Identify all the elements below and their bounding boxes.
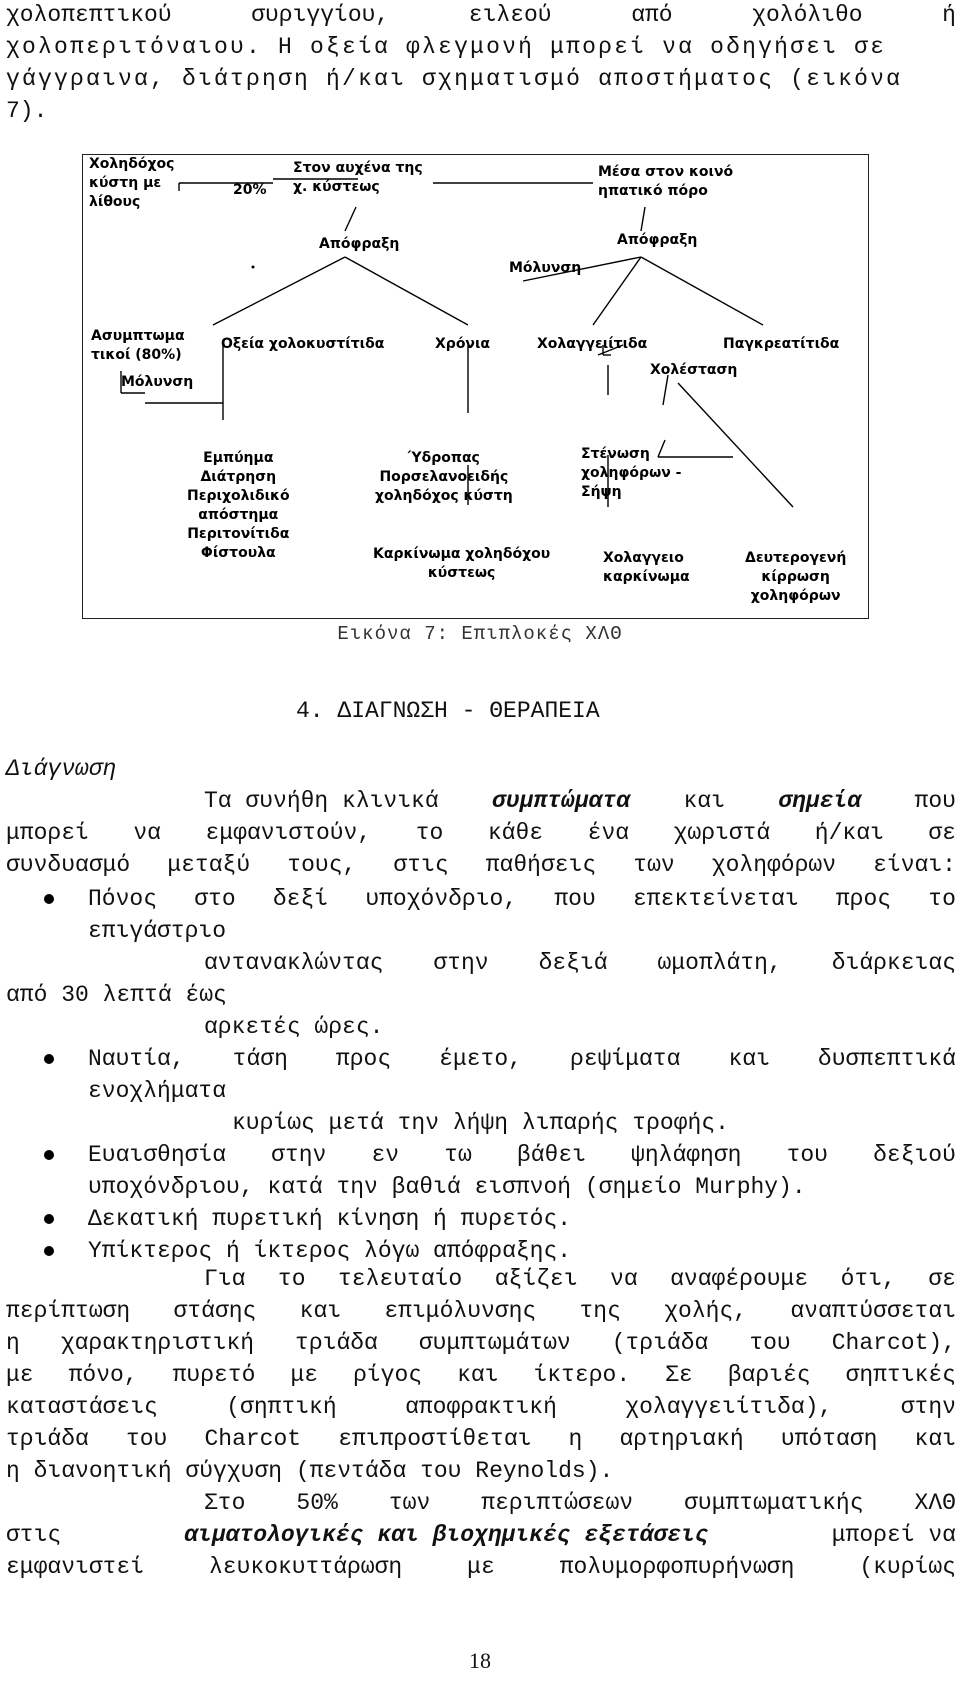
word: χαρακτηριστική (60, 1330, 255, 1356)
label-infection-left: Μόλυνση (121, 374, 194, 390)
label-obstruction-left: Απόφραξη (319, 236, 400, 252)
word: συμπτωματικής (684, 1490, 864, 1516)
para2-line-4 (6, 1360, 956, 1390)
word: βάθει (516, 1142, 586, 1168)
word: αρτηριακή (619, 1426, 744, 1452)
bullet5-text: Υπίκτερος ή ίκτερος λόγω απόφραξης. (88, 1238, 572, 1264)
word: αποφρακτική (405, 1394, 557, 1420)
word: και (299, 1298, 342, 1324)
word: με (467, 1554, 495, 1580)
word: του (125, 1426, 168, 1452)
word: είναι: (873, 852, 956, 878)
word: Charcot), (831, 1330, 956, 1356)
para1-line-2 (6, 818, 956, 848)
bullet4-text: Δεκατική πυρετική κίνηση ή πυρετός. (88, 1206, 572, 1232)
word: αναπτύσσεται (790, 1298, 956, 1324)
word: και (457, 1362, 499, 1388)
bullet2-line-3: κυρίως μετά την λήψη λιπαρής τροφής. (232, 1110, 729, 1136)
word: Ευαισθησία (88, 1142, 227, 1168)
para1-and: και (683, 788, 725, 814)
word: της (579, 1298, 621, 1324)
word: υποχόνδριο, (365, 886, 518, 912)
bullet1-line-4: από 30 λεπτά έως (6, 982, 227, 1008)
subheading-diagnosis: Διάγνωση (6, 756, 117, 782)
word: λευκοκυττάρωση (208, 1554, 403, 1580)
word: επεκτείνεται (633, 886, 799, 912)
word: έμετο, (439, 1046, 522, 1072)
word: χωριστά (673, 820, 771, 846)
word: ψηλάφηση (631, 1142, 742, 1168)
intro-line-1 (6, 0, 956, 30)
word: συριγγίου, (251, 2, 390, 28)
word: στο (194, 886, 236, 912)
word: τριάδα (295, 1330, 378, 1356)
label-acute: Οξεία χολοκυστίτιδα (221, 336, 385, 352)
word: εμφανιστούν, (205, 820, 372, 846)
label-pancreatitis: Παγκρεατίτιδα (723, 336, 840, 352)
word: στην (271, 1142, 327, 1168)
word: μπορεί (6, 820, 89, 846)
word: βαριές (727, 1362, 811, 1388)
word: στις (393, 852, 449, 878)
word: του (786, 1142, 828, 1168)
para2-line-3 (6, 1328, 956, 1358)
word: αντανακλώντας (204, 950, 384, 976)
label-gb-cancer: Καρκίνωμα χοληδόχου κύστεως (373, 546, 551, 581)
bullet-dot (44, 1246, 54, 1256)
word: στην (900, 1394, 956, 1420)
word: ΧΛΘ (914, 1490, 956, 1516)
word: εμφανιστεί (6, 1554, 145, 1580)
word: το (277, 1266, 306, 1292)
label-cholestasis: Χολέσταση (650, 362, 738, 378)
word: περιπτώσεων (481, 1490, 634, 1516)
word: Πόνος (88, 886, 158, 912)
word: ρίγος (353, 1362, 423, 1388)
word: δεξί (272, 886, 329, 912)
para2-line-2 (6, 1296, 956, 1326)
word: ή (942, 2, 956, 28)
word: μεταξύ (167, 852, 251, 878)
word: δεξιά (538, 950, 608, 976)
bullet-dot (44, 1054, 54, 1064)
word: χολοπεπτικού (6, 2, 172, 28)
bullet1-line-5: αρκετές ώρες. (204, 1014, 384, 1040)
word: ίκτερο. (533, 1362, 631, 1388)
word: 50% (296, 1490, 338, 1516)
complications-diagram (82, 154, 869, 619)
label-20-percent: 20% (233, 182, 267, 198)
para3-in: στις (6, 1522, 62, 1548)
figure-caption: Εικόνα 7: Επιπλοκές ΧΛΘ (337, 623, 623, 645)
word: ή/και (814, 820, 884, 846)
label-infection-top: Μόλυνση (509, 260, 582, 276)
word: (σηπτική (226, 1394, 337, 1420)
word: καταστάσεις (6, 1394, 158, 1420)
bullet-dot (44, 1150, 54, 1160)
word: χολόλιθο (752, 2, 863, 28)
label-cholangio-cancer: Χολαγγειο καρκίνωμα (603, 550, 690, 585)
word: Charcot (204, 1426, 302, 1452)
intro-line-4: 7). (6, 98, 48, 124)
word: χοληφόρων (711, 852, 837, 878)
word: συμπτωμάτων (418, 1330, 571, 1356)
para2-line-1 (204, 1264, 956, 1294)
label-gallbladder-stones: Χοληδόχος κύστη με λίθους (89, 156, 175, 210)
para2-line-5 (6, 1392, 956, 1422)
label-stenosis: Στένωση χοληφόρων - Σήψη (581, 446, 682, 500)
word: περίπτωση (6, 1298, 131, 1324)
bullet1-line-3 (204, 948, 956, 978)
para1-signs: σημεία (778, 788, 862, 814)
word: σε (928, 1266, 956, 1292)
label-hydrops: Ύδροπας Πορσελανοειδής χοληδόχος κύστη (375, 450, 513, 504)
word: ωμοπλάτη, (657, 950, 782, 976)
word: επιπροστίθεται (338, 1426, 532, 1452)
word: το (928, 886, 956, 912)
word: να (610, 1266, 638, 1292)
word: Ναυτία, (88, 1046, 185, 1072)
word: το (415, 820, 444, 846)
label-common-duct: Μέσα στον κοινό ηπατικό πόρο (598, 164, 734, 199)
para1-symptoms: συμπτώματα (492, 788, 631, 814)
word: Για (204, 1266, 246, 1292)
word: τριάδα (6, 1426, 89, 1452)
bullet3-line-1 (88, 1140, 956, 1170)
word: τους, (287, 852, 357, 878)
word: Σε (665, 1362, 693, 1388)
word: να (133, 820, 161, 846)
word: διάρκειας (831, 950, 956, 976)
para3-line-1 (204, 1488, 956, 1518)
word: πυρετό (172, 1362, 256, 1388)
word: από (631, 2, 673, 28)
bullet-dot (44, 1214, 54, 1224)
word: στάσης (173, 1298, 257, 1324)
para2-line-6 (6, 1424, 956, 1454)
word: αξίζει (494, 1266, 578, 1292)
word: τάση (232, 1046, 288, 1072)
word: τελευταίο (338, 1266, 463, 1292)
word: πόνο, (68, 1362, 138, 1388)
word: (τριάδα (611, 1330, 709, 1356)
word: των (388, 1490, 431, 1516)
label-chronic: Χρόνια (435, 336, 491, 352)
label-cholangitis: Χολαγγειίτιδα (537, 336, 648, 352)
word: παθήσεις (485, 852, 597, 878)
label-complications: Εμπύημα Διάτρηση Περιχολιδικό απόστημα Περιτονίτιδα Φίστουλα (187, 450, 290, 561)
label-obstruction-right: Απόφραξη (617, 232, 698, 248)
para3-can: μπορεί να (831, 1522, 956, 1548)
word: χολής, (664, 1298, 748, 1324)
word: στην (433, 950, 489, 976)
page-number: 18 (469, 1648, 491, 1673)
word: ένα (587, 820, 630, 846)
word: σηπτικές (845, 1362, 956, 1388)
word: των (633, 852, 675, 878)
label-cirrhosis: Δευτερογενή κίρρωση χοληφόρων (745, 550, 847, 604)
word: με (6, 1362, 34, 1388)
word: εν (371, 1142, 400, 1168)
word: του (749, 1330, 791, 1356)
word: με (290, 1362, 319, 1388)
label-asymptomatic: Ασυμπτωμα τικοί (80%) (91, 328, 185, 363)
word: σε (928, 820, 956, 846)
para1-line-3 (6, 850, 956, 880)
word: χολαγγειίτιδα), (625, 1394, 833, 1420)
word: Στο (204, 1490, 246, 1516)
para1-that: που (914, 788, 956, 814)
word: ότι, (840, 1266, 896, 1292)
bullet2-line-1 (88, 1044, 956, 1074)
para3-lab-tests: αιματολογικές και βιοχημικές εξετάσεις (184, 1522, 709, 1548)
word: αναφέρουμε (670, 1266, 809, 1292)
para3-line-3 (6, 1552, 956, 1582)
section-heading: 4. ΔΙΑΓΝΩΣΗ - ΘΕΡΑΠΕΙΑ (296, 698, 600, 724)
para2-line-7: η διανοητική σύγχυση (πεντάδα του Reynolds). (6, 1458, 614, 1484)
word: (κυρίως (859, 1554, 956, 1580)
word: δεξιού (873, 1142, 956, 1168)
word: και (914, 1426, 956, 1452)
label-neck: Στον αυχένα της χ. κύστεως (293, 160, 423, 195)
intro-line-2: χολοπεριτόναιου. Η οξεία φλεγμονή μπορεί να οδηγήσει σε (6, 34, 887, 60)
word: ρεψίματα (570, 1046, 681, 1072)
para1-text-a: Τα συνήθη κλινικά (204, 788, 439, 814)
word: ειλεού (468, 2, 552, 28)
word: δυσπεπτικά (817, 1046, 956, 1072)
word: συνδυασμό (6, 852, 131, 878)
word: υπόταση (780, 1426, 878, 1452)
word: κάθε (487, 820, 544, 846)
word: προς (335, 1046, 392, 1072)
bullet1-line-2: επιγάστριο (88, 918, 227, 944)
para1-line-1 (204, 786, 956, 816)
word: προς (835, 886, 892, 912)
word: που (554, 886, 596, 912)
word: πολυμορφοπυρήνωση (559, 1554, 795, 1580)
bullet-dot (44, 894, 54, 904)
word: η (6, 1330, 20, 1356)
word: τω (444, 1142, 472, 1168)
para3-line-2 (6, 1520, 956, 1550)
word: και (728, 1046, 770, 1072)
bullet2-line-2: ενοχλήματα (88, 1078, 227, 1104)
bullet1-line-1 (88, 884, 956, 914)
word: η (568, 1426, 583, 1452)
bullet3-line-2: υποχόνδριου, κατά την βαθιά εισπνοή (σημείο Murphy). (88, 1174, 806, 1200)
intro-line-3: γάγγραινα, διάτρηση ή/και σχηματισμό αποστήματος (εικόνα (6, 66, 903, 92)
word: επιμόλυνσης (384, 1298, 537, 1324)
